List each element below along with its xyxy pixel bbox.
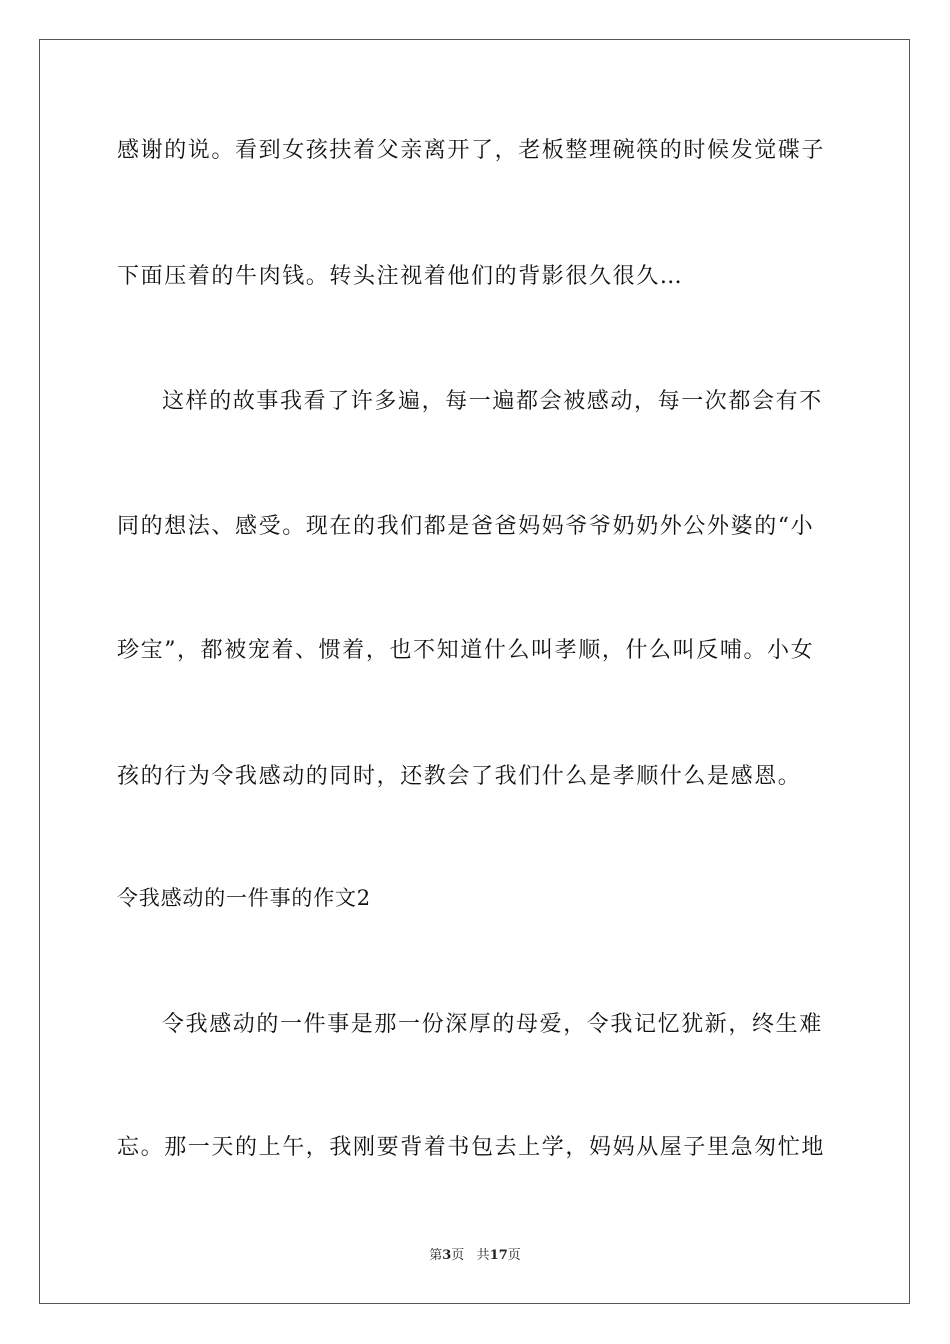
body-line-3: 这样的故事我看了许多遍，每一遍都会被感动，每一次都会有不	[162, 389, 823, 414]
body-line-5: 珍宝”，都被宠着、惯着，也不知道什么叫孝顺，什么叫反哺。小女	[117, 638, 815, 663]
body-line-6: 孩的行为令我感动的同时，还教会了我们什么是孝顺什么是感恩。	[117, 764, 802, 789]
body-line-1: 感谢的说。看到女孩扶着父亲离开了，老板整理碗筷的时候发觉碟子	[117, 138, 826, 163]
body-line-4: 同的想法、感受。现在的我们都是爸爸妈妈爷爷奶奶外公外婆的“小	[117, 514, 815, 539]
footer-total-pages: 17	[489, 1248, 508, 1263]
footer-page-prefix: 第	[429, 1248, 443, 1263]
footer-page-suffix: 页	[451, 1248, 465, 1263]
footer-total-prefix: 共	[476, 1248, 490, 1263]
body-line-8: 忘。那一天的上午，我刚要背着书包去上学，妈妈从屋子里急匆忙地	[117, 1135, 826, 1160]
body-line-2: 下面压着的牛肉钱。转头注视着他们的背影很久很久…	[117, 264, 684, 289]
body-line-7: 令我感动的一件事是那一份深厚的母爱，令我记忆犹新，终生难	[162, 1012, 823, 1037]
footer-total-suffix: 页	[507, 1248, 521, 1263]
page-footer	[0, 1248, 950, 1264]
footer-page-current: 3	[442, 1248, 452, 1263]
page-frame	[39, 39, 910, 1304]
section-heading: 令我感动的一件事的作文2	[117, 886, 371, 910]
